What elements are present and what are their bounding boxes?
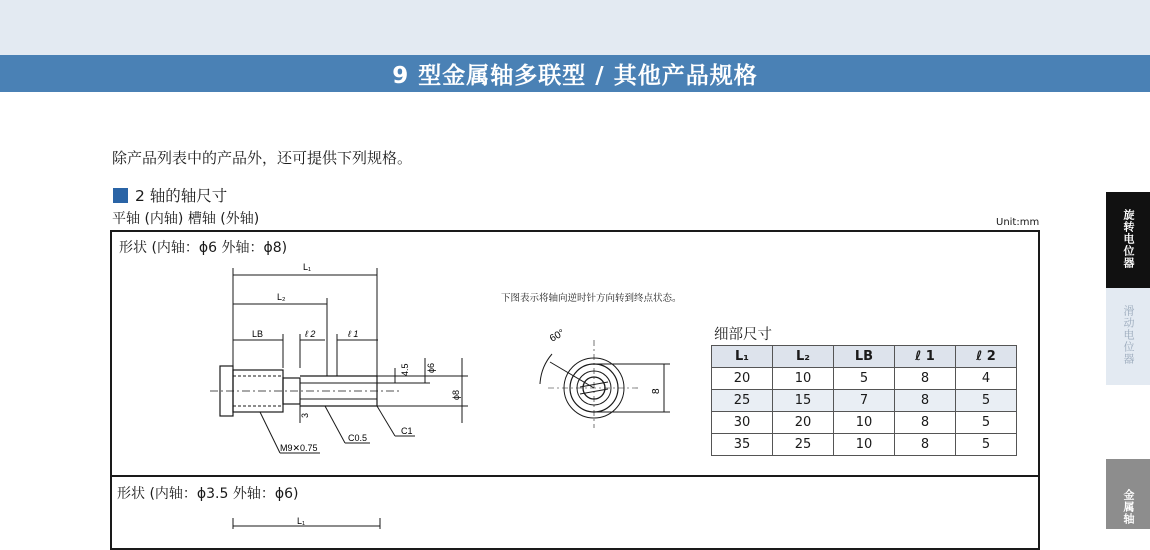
dim-LB: LB	[252, 329, 264, 339]
header-LB: LB	[834, 346, 895, 368]
section-heading	[113, 184, 227, 206]
dim-l2: ℓ 2	[305, 329, 316, 339]
shape1-label: 形状 (内轴：ϕ6 外轴：ϕ8)	[119, 240, 288, 256]
cell: 10	[773, 368, 834, 390]
end-view-drawing	[530, 320, 680, 430]
dim-c1: C1	[401, 426, 413, 436]
cell: 5	[956, 390, 1017, 412]
section-square-icon	[113, 188, 128, 203]
rotation-note: 下图表示将轴向逆时针方向转到终点状态。	[501, 293, 682, 304]
cell: 8	[895, 368, 956, 390]
cell: 10	[834, 412, 895, 434]
intro-text: 除产品列表中的产品外，还可提供下列规格。	[112, 149, 413, 167]
side-tab-label: 金属轴	[1122, 489, 1135, 525]
table-header-row	[712, 346, 1017, 368]
angle-label: 60°	[548, 327, 567, 345]
header-l1: ℓ 1	[895, 346, 956, 368]
top-band	[0, 0, 1150, 55]
cell: 5	[956, 412, 1017, 434]
dim-4-5: 4.5	[400, 363, 410, 376]
dim-phi6: ϕ6	[426, 362, 436, 373]
cell: 8	[895, 390, 956, 412]
end-view-8: 8	[651, 388, 662, 394]
header-L2: L₂	[773, 346, 834, 368]
header-l2: ℓ 2	[956, 346, 1017, 368]
dim-L1: L₁	[303, 262, 312, 272]
side-tab-label: 滑动电位器	[1122, 305, 1135, 365]
unit-label: Unit:mm	[996, 217, 1040, 228]
detail-title: 细部尺寸	[714, 327, 772, 343]
table-row	[712, 390, 1017, 412]
cell: 25	[712, 390, 773, 412]
table-row	[712, 412, 1017, 434]
side-tab-label: 旋转电位器	[1122, 209, 1135, 269]
section-heading-text: 2 轴的轴尺寸	[135, 187, 228, 205]
cell: 20	[712, 368, 773, 390]
dim-c05: C0.5	[348, 433, 368, 443]
shape2-label: 形状 (内轴：ϕ3.5 外轴：ϕ6)	[117, 486, 299, 502]
frame-divider	[110, 475, 1040, 477]
detail-table	[711, 345, 1017, 456]
cell: 7	[834, 390, 895, 412]
dim-thread: M9✕0.75	[280, 443, 318, 453]
shaft2-drawing	[225, 512, 395, 529]
cell: 30	[712, 412, 773, 434]
cell: 5	[956, 434, 1017, 456]
cell: 15	[773, 390, 834, 412]
cell: 10	[834, 434, 895, 456]
page-title: 9 型金属轴多联型 / 其他产品规格	[392, 63, 758, 89]
dim-L2: L₂	[277, 292, 286, 302]
shaft-drawing	[200, 258, 500, 458]
dim-phi8: ϕ8	[451, 389, 461, 400]
cell: 35	[712, 434, 773, 456]
dim-3: 3	[300, 412, 310, 418]
side-tab-rotary[interactable]	[1106, 192, 1150, 288]
table-row	[712, 434, 1017, 456]
side-tab-slide[interactable]	[1106, 288, 1150, 385]
shape2-dim-L1: L₁	[297, 516, 306, 526]
section-subheading: 平轴 (内轴) 槽轴 (外轴)	[112, 211, 260, 227]
header-L1: L₁	[712, 346, 773, 368]
cell: 5	[834, 368, 895, 390]
side-tab-metal-shaft[interactable]	[1106, 459, 1150, 529]
cell: 4	[956, 368, 1017, 390]
dim-l1: ℓ 1	[348, 329, 359, 339]
title-bar	[0, 55, 1150, 92]
cell: 25	[773, 434, 834, 456]
cell: 8	[895, 434, 956, 456]
table-row	[712, 368, 1017, 390]
cell: 20	[773, 412, 834, 434]
cell: 8	[895, 412, 956, 434]
